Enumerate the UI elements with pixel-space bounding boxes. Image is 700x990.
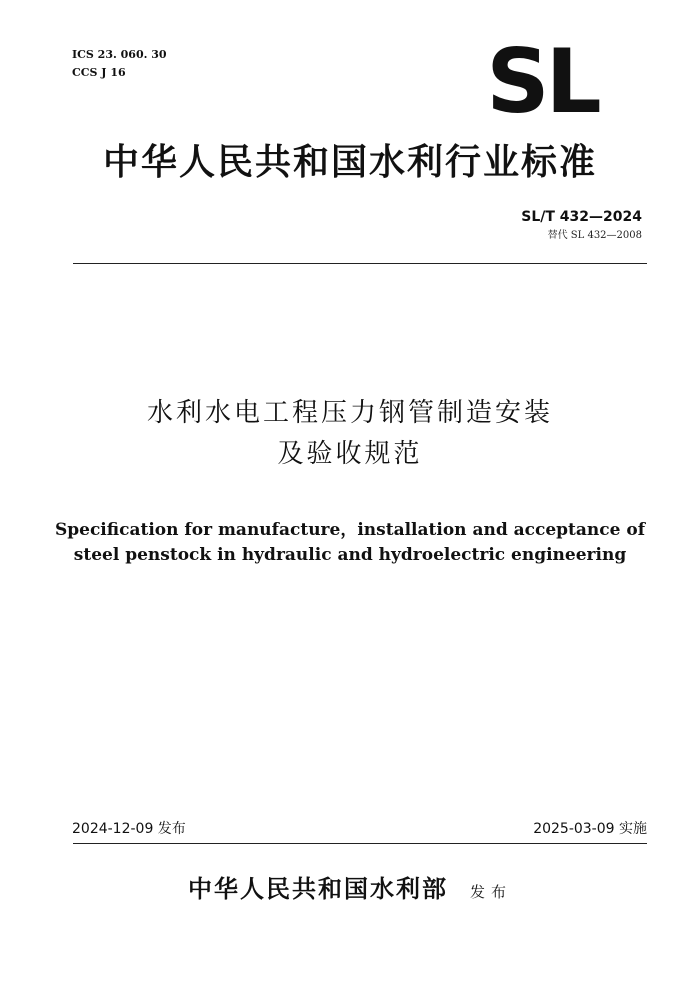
svg-text:SL: SL (486, 46, 598, 118)
publisher (0, 873, 700, 909)
main-title: 中华人民共和国水利行业标准 (102, 141, 597, 183)
english-title-line-1: Specification for manufacture，installation and acceptance of (54, 520, 646, 540)
top-divider (73, 263, 647, 264)
replaces-standard: 替代 SL 432—2008 (547, 230, 642, 241)
english-title-line-2: steel penstock in hydraulic and hydroelectric engineering (73, 545, 627, 565)
standard-number: SL/T 432—2024 (521, 209, 642, 225)
sl-logo (470, 46, 615, 118)
effective-date: 2025-03-09 实施 (533, 821, 647, 837)
issue-date: 2024-12-09 发布 (72, 821, 186, 837)
chinese-title-line-2: 及验收规范 (277, 439, 423, 469)
ccs-code: CCS J 16 (72, 66, 126, 79)
chinese-title-line-1: 水利水电工程压力钢管制造安装 (146, 398, 553, 428)
publisher-name: 中华人民共和国水利部 (187, 874, 448, 903)
publisher-action: 发布 (469, 883, 512, 901)
bottom-divider (73, 843, 647, 844)
ics-code: ICS 23. 060. 30 (72, 48, 167, 61)
